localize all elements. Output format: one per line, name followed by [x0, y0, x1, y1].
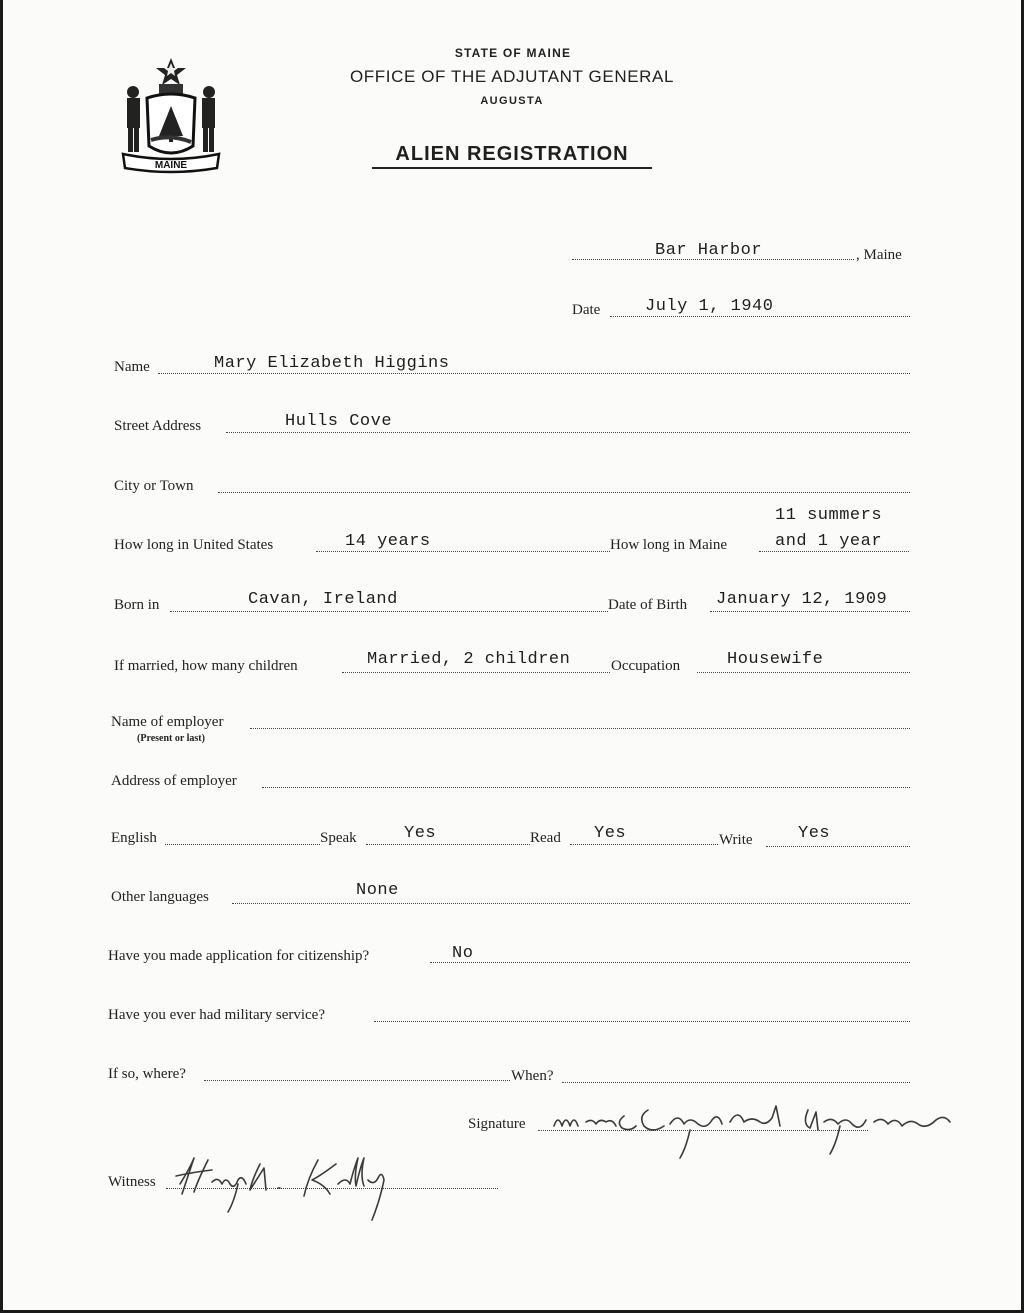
date-line	[610, 316, 910, 317]
employer-address-line	[262, 787, 910, 788]
speak-label: Speak	[320, 830, 357, 846]
other-languages-line	[232, 903, 910, 904]
occupation-line	[697, 672, 910, 673]
born-in-label: Born in	[114, 597, 160, 613]
born-in-line	[170, 611, 608, 612]
dob-label: Date of Birth	[608, 597, 688, 613]
form-title: ALIEN REGISTRATION	[372, 143, 652, 169]
other-languages-value: None	[356, 881, 399, 900]
city-label: City or Town	[114, 478, 194, 494]
employer-line	[250, 728, 910, 729]
employer-label: Name of employer	[111, 714, 224, 730]
street-line	[226, 432, 910, 433]
how-long-maine-label: How long in Maine	[610, 537, 728, 553]
header-state: STATE OF MAINE	[454, 46, 572, 60]
seal-text: MAINE	[154, 160, 188, 171]
signature-label: Signature	[468, 1116, 526, 1132]
place-suffix: , Maine	[856, 247, 902, 263]
born-in-value: Cavan, Ireland	[248, 590, 398, 609]
where-label: If so, where?	[108, 1066, 186, 1082]
other-languages-label: Other languages	[111, 889, 209, 905]
how-long-maine-value-1: 11 summers	[775, 506, 883, 525]
english-label: English	[111, 830, 157, 846]
military-label: Have you ever had military service?	[108, 1007, 325, 1023]
date-label: Date	[572, 302, 601, 318]
date-value: July 1, 1940	[645, 297, 774, 316]
street-label: Street Address	[114, 418, 202, 434]
witness-handwriting	[168, 1150, 438, 1230]
children-line	[342, 672, 610, 673]
employer-sublabel: (Present or last)	[137, 733, 205, 744]
citizenship-value: No	[452, 944, 474, 963]
english-line	[165, 844, 320, 845]
dob-line	[710, 611, 910, 612]
occupation-label: Occupation	[611, 658, 681, 674]
city-line	[218, 492, 910, 493]
citizenship-line	[430, 962, 910, 963]
speak-line	[366, 844, 530, 845]
write-line	[766, 846, 910, 847]
read-value: Yes	[594, 824, 627, 843]
speak-value: Yes	[404, 824, 437, 843]
witness-label: Witness	[108, 1174, 156, 1190]
how-long-us-value: 14 years	[345, 532, 431, 551]
military-line	[374, 1021, 910, 1022]
name-value: Mary Elizabeth Higgins	[214, 354, 450, 373]
name-label: Name	[114, 359, 150, 375]
how-long-maine-value-2: and 1 year	[775, 532, 883, 551]
dob-value: January 12, 1909	[716, 590, 888, 609]
when-label: When?	[511, 1068, 554, 1084]
header-office: OFFICE OF THE ADJUTANT GENERAL	[349, 67, 675, 86]
header-city: AUGUSTA	[480, 95, 544, 107]
how-long-us-line	[316, 551, 610, 552]
children-label: If married, how many children	[114, 658, 298, 674]
place-town-value: Bar Harbor	[655, 241, 763, 260]
how-long-maine-line	[759, 551, 909, 552]
citizenship-label: Have you made application for citizenship?	[108, 948, 370, 964]
read-label: Read	[530, 830, 561, 846]
how-long-us-label: How long in United States	[114, 537, 274, 553]
write-label: Write	[719, 832, 753, 848]
read-line	[570, 844, 718, 845]
where-line	[204, 1080, 510, 1081]
write-value: Yes	[798, 824, 831, 843]
children-value: Married, 2 children	[367, 650, 571, 669]
name-line	[158, 373, 910, 374]
when-line	[562, 1082, 910, 1083]
signature-handwriting	[540, 1096, 970, 1166]
employer-address-label: Address of employer	[111, 773, 237, 789]
occupation-value: Housewife	[727, 650, 824, 669]
street-value: Hulls Cove	[285, 412, 393, 431]
